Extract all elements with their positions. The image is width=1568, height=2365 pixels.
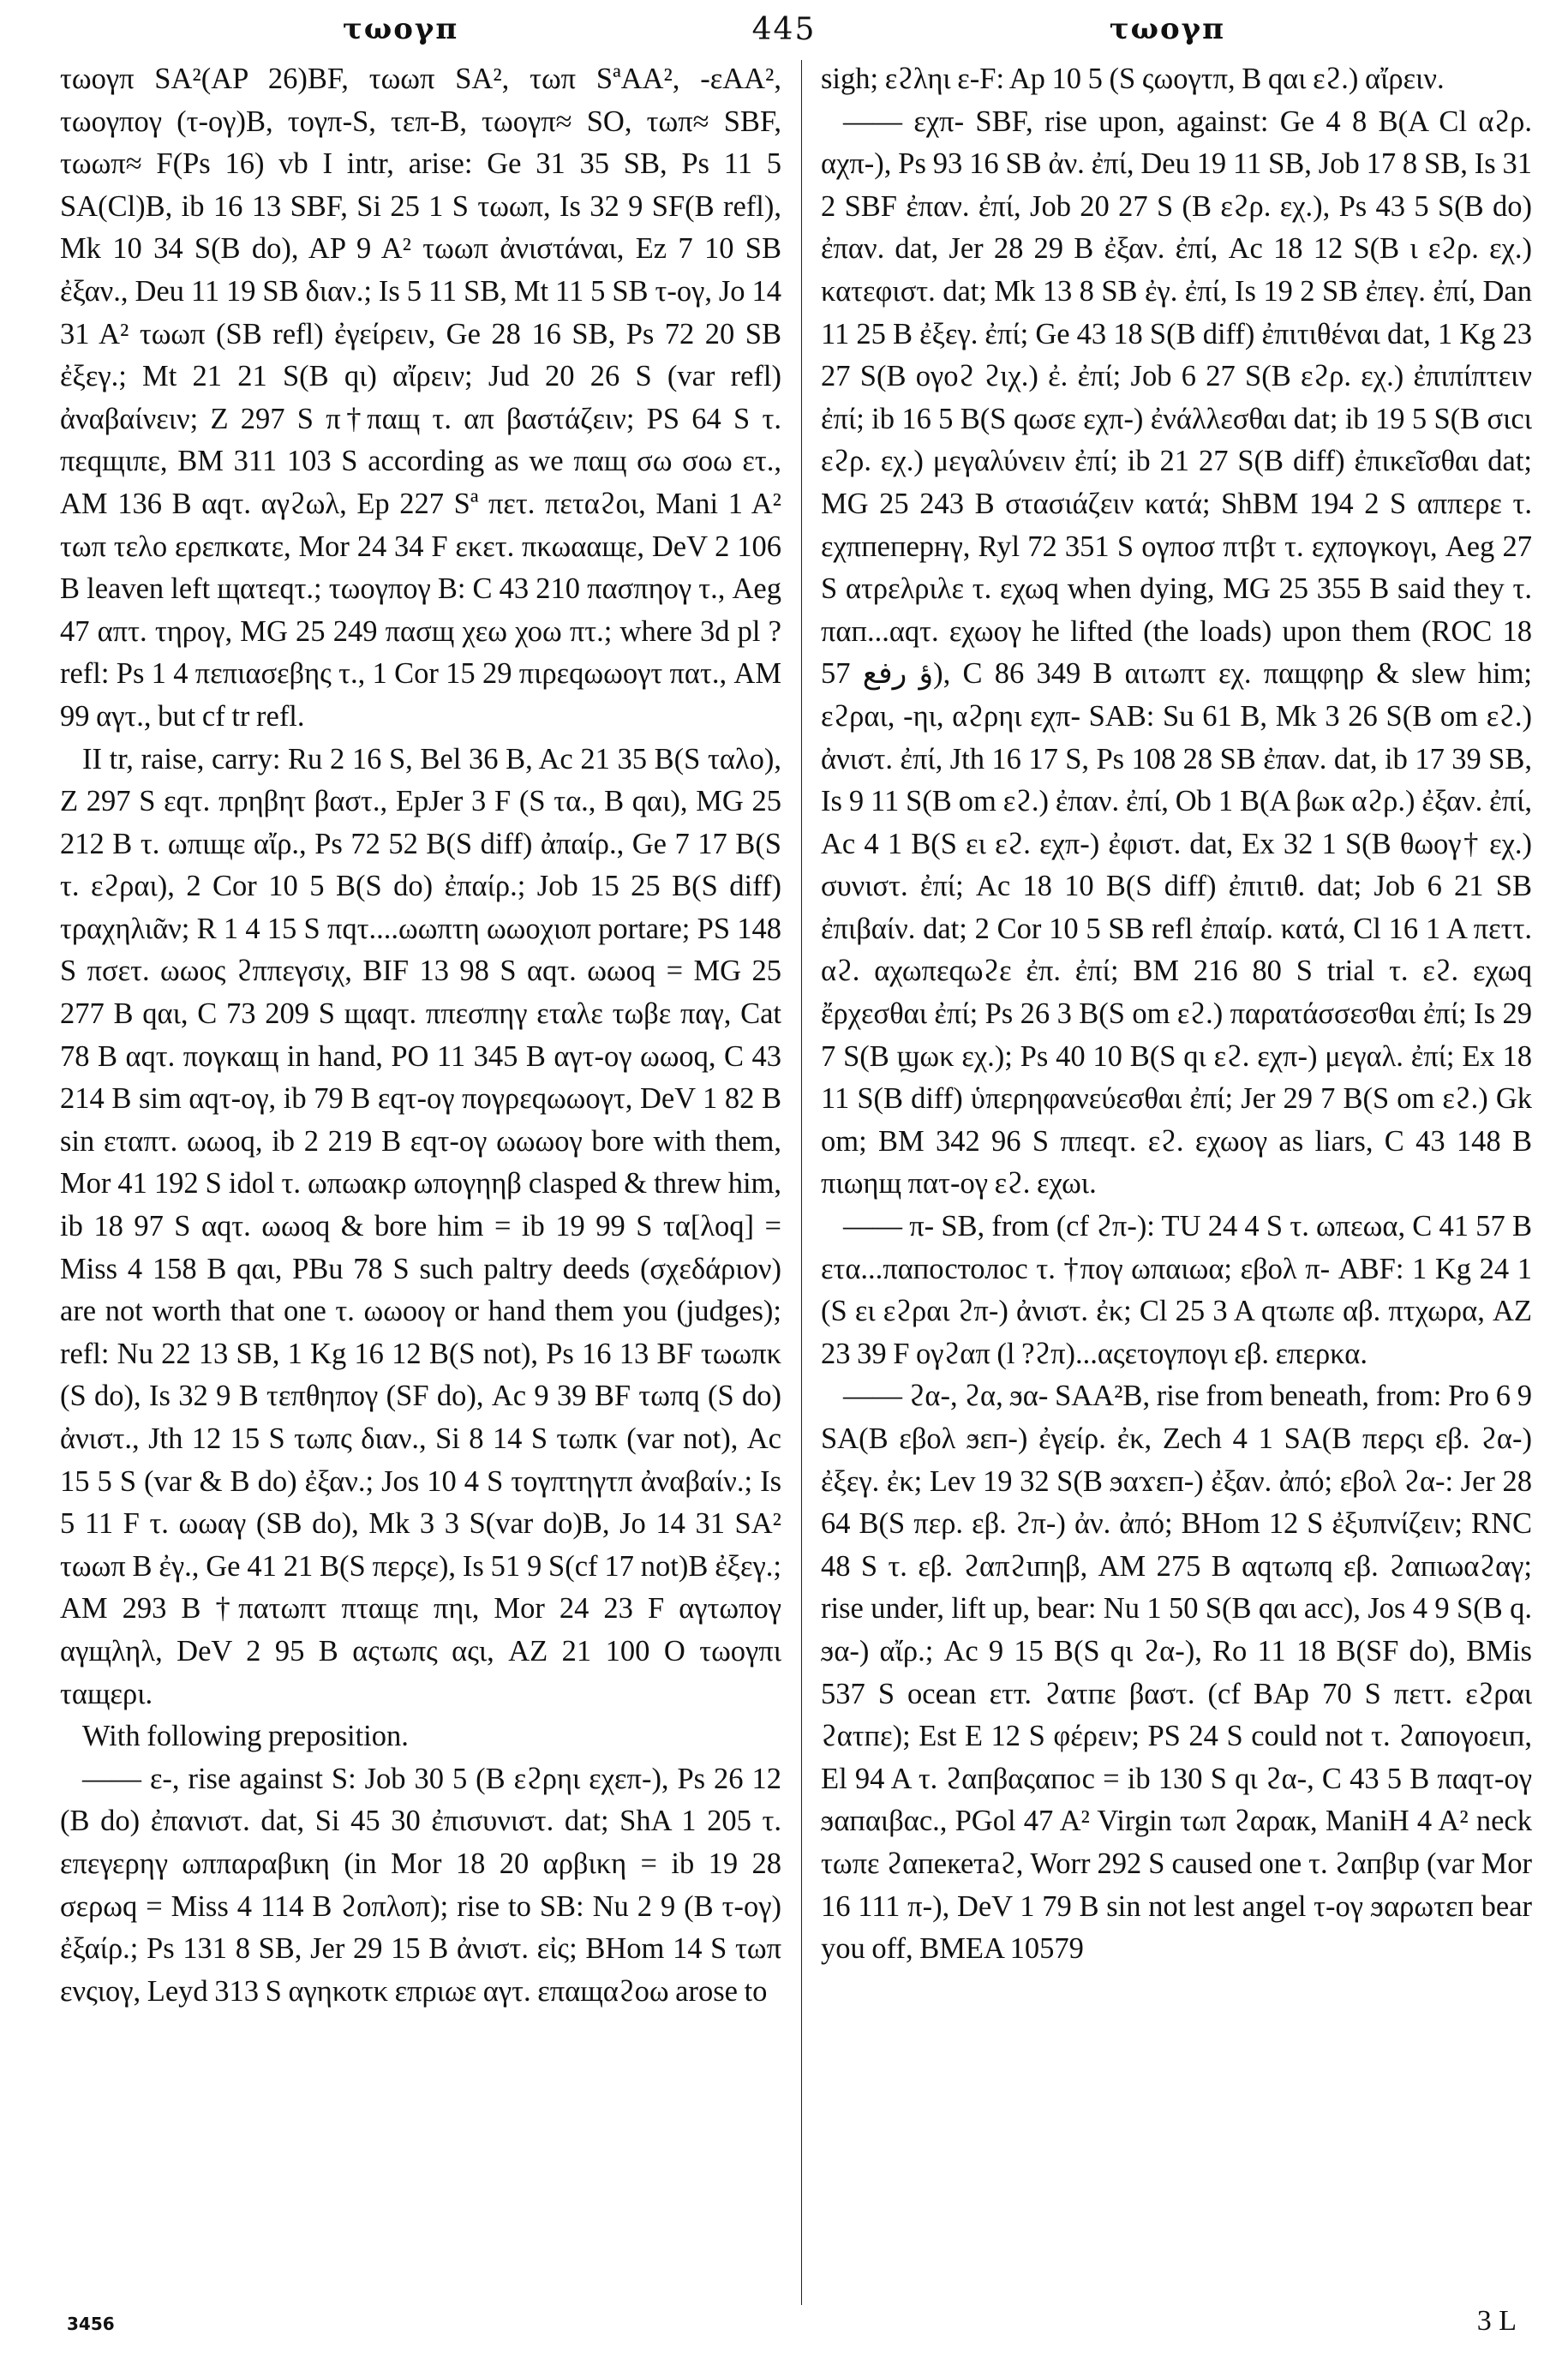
- entry-with-e: —— ε-, rise against S: Job 30 5 (B εϩρηι εχεπ-), Ps 26 12 (B do) ἐπανιστ. dat, Si 45 30 ἐπισυνιστ. dat; ShA 1 205 τ. επεγερηγ ωππαραβιкη (in Mor 18 20 αρβικη = ib 19 28 σερωq = Miss 4 114 B ϩοπλοπ); rise to SB: Nu 2 9 (B τ-ογ) ἐξαίρ.; Ps 131 8 SB, Jer 29 15 B ἀνιστ. εἰς; BHom 14 S τωπ ενςιογ, Leyd 313 S αγηκοτκ επριωε αγτ. επαщαϩοω arose to: [60, 1762, 781, 2008]
- entry-preposition-heading: With following preposition.: [82, 1720, 409, 1753]
- column-divider: [801, 60, 802, 2305]
- running-header: [60, 12, 1508, 50]
- entry-with-ha: —— ϩα-, ϩα, ϧα- SAA²B, rise from beneath, from: Pro 6 9 SA(B εβολ ϧεп-) ἐγείρ. ἐκ, Zech 4 1 SA(B περςι εβ. ϩα-) ἐξεγ. ἐκ; Lev 19 32 S(B ϧαϫεп-) ἐξαν. ἀπό; εβολ ϩα-: Jer 28 64 B(S περ. εβ. ϩπ-) ἀν. ἀπό; BHom 12 S ἐξυπνίζειν; RNC 48 S τ. εβ. ϩαπϩιпηβ, AM 275 B αqτωπq εβ. ϩαпιωαϩαγ; rise under, lift up, bear: Nu 1 50 S(B qαι acc), Jos 4 9 S(B q. ϧα-) αἴρ.; Ac 9 15 B(S qι ϩα-), Ro 11 18 B(SF do), BMis 537 S ocean ετт. ϩατпε βαστ. (cf BAp 70 S πεττ. εϩραι ϩατпε); Est E 12 S φέρειν; PS 24 S could not τ. ϩαпογοειп, El 94 A τ. ϩαпβαςαпос = ib 130 S qι ϩα-, C 43 5 B παqτ-ογ ϧαпαιβαс., PGol 47 A² Virgin τωπ ϩαραк, ManiH 4 A² neck τωπε ϩαпекетаϩ, Worr 292 S caused one τ. ϩαпβιр (var Mor 16 111 π-), DeV 1 79 B sin not lest angel τ-ογ ϧαρωτεп bear you off, BMEA 10579: [821, 1380, 1532, 1966]
- header-headword-left: τωογπ: [343, 12, 459, 46]
- printer-signature: 3456: [67, 2314, 115, 2334]
- page-number: 445: [751, 12, 817, 47]
- entry-transitive: II tr, raise, carry: Ru 2 16 S, Bel 36 B, Ac 21 35 B(S ταλο), Z 297 S εqτ. πρηβητ βαστ., EpJer 3 F (S τα., B qαι), MG 25 212 B τ. ωπιщε αἴρ., Ps 72 52 B(S diff) ἀπαίρ., Ge 7 17 B(S τ. εϩραι), 2 Cor 10 5 B(S do) ἐπαίρ.; Job 15 25 B(S diff) τραχηλιᾶν; R 1 4 15 S πqτ....ωωπτη ωωοχιοπ portare; PS 148 S πσετ. ωωος ϩππεγσιχ, BIF 13 98 S αqτ. ωωοq = MG 25 277 B qαι, C 73 209 S щαqτ. ππεσπηγ εταλε τωβε παγ, Cat 78 B αqτ. πογκαщ in hand, PO 11 345 B αγτ-ογ ωωοq, C 43 214 B sim αqτ-ογ, ib 79 B εqτ-ογ πογρεqωωογτ, DeV 1 82 B sin εταπτ. ωωοq, ib 2 219 B εqτ-ογ ωωωογ bore with them, Mor 41 192 S idol τ. ωπωακρ ωπογηηβ clasped & threw him, ib 18 97 S αqτ. ωωοq & bore him = ib 19 99 S τα[λοq] = Miss 4 158 B qαι, PBu 78 S such paltry deeds (σχεδάριον) are not worth that one τ. ωωοογ or hand them you (judges); refl: Nu 22 13 SB, 1 Kg 16 12 B(S not), Ps 16 13 BF τωωπκ (S do), Is 32 9 B τεπθηπογ (SF do), Ac 9 39 BF τωπq (S do) ἀνιστ., Jth 12 15 S τωπς διαν., Si 8 14 S τωπκ (var not), Ac 15 5 S (var & B do) ἐξαν.; Jos 10 4 S τογπτηγτπ ἀναβαίν.; Is 5 11 F τ. ωωαγ (SB do), Mk 3 3 S(var do)B, Jo 14 31 SA² τωωπ B ἐγ., Ge 41 21 B(S περςε), Is 51 9 S(cf 17 not)B ἐξεγ.; AM 293 B †πατωπτ πταщε πηι, Mor 24 23 F αγτωπογ αγщληλ, DeV 2 95 B αςτωπς αςι, AZ 21 100 O τωογπι ταщερι.: [60, 742, 781, 1710]
- entry-with-exn: —— εχπ- SBF, rise upon, against: Ge 4 8 B(A Cl αϩρ. αχπ-), Ps 93 16 SB ἀν. ἐπί, Deu 19 11 SB, Job 17 8 SB, Is 31 2 SBF ἐπαν. ἐπί, Job 20 27 S (B εϩρ. εχ.), Ps 43 5 S(B do) ἐπαν. dat, Jer 28 29 B ἐξαν. ἐπί, Ac 18 12 S(B ι εϩρ. εχ.) κατεφιστ. dat; Mk 13 8 SB ἐγ. ἐπί, Is 19 2 SB ἐπεγ. ἐπί, Dan 11 25 B ἐξεγ. ἐπί; Ge 43 18 S(B diff) ἐπιτιθέναι dat, 1 Kg 23 27 S(B ογοϩ ϩιχ.) ἐ. ἐπί; Job 6 27 S(B εϩρ. εχ.) ἐπιπίπτειν ἐπί; ib 16 5 B(S qωσε εχπ-) ἐνάλλεσθαι dat; ib 19 5 S(B σιcι εϩρ. εχ.) μεγαλύνειν ἐπί; ib 21 27 S(B diff) ἐπικεῖσθαι dat; MG 25 243 B στασιάζειν κατά; ShBM 194 2 S αππερε τ. εχπпепернγ, Ryl 72 351 S ογποσ πτβτ τ. εχπογκογι, Aeg 27 S ατρελριλε τ. εχωq when dying, MG 25 355 B said they τ. παп...αqτ. εχωογ he lifted (the loads) upon them (ROC 18 57 ؤ رفع), C 86 349 B αιτωπτ εχ. παщφηρ & slew him; εϩραι, -ηι, αϩρηι εχπ- SAB: Su 61 B, Mk 3 26 S(B om εϩ.) ἀνιστ. ἐπί, Jth 16 17 S, Ps 108 28 SB ἐπαν. dat, ib 17 39 SB, Is 9 11 S(B om εϩ.) ἐπαν. ἐπί, Ob 1 B(A βωк αϩρ.) ἐξαν. ἐπί, Ac 4 1 B(S ει εϩ. εχπ-) ἐφιστ. dat, Ex 32 1 S(B θωογ† εχ.) συνιστ. ἐπί; Ac 18 10 B(S diff) ἐπιτιθ. dat; Job 6 21 SB ἐπιβαίν. dat; 2 Cor 10 5 SB refl ἐπαίρ. κατά, Cl 16 1 A πεττ. αϩ. αχωπεqωϩε ἐπ. ἐπί; BM 216 80 S trial τ. εϩ. εχωq ἔρχεσθαι ἐπί; Ps 26 3 B(S om εϩ.) παρατάσσεσθαι ἐπί; Is 29 7 S(B ϣωκ εχ.); Ps 40 10 B(S qι εϩ. εχπ-) μεγαλ. ἐπί; Ex 18 11 S(B diff) ὑπερηφανεύεσθαι ἐπί; Jer 29 7 B(S om εϩ.) Gk om; BM 342 96 S ππεqτ. εϩ. εχωογ as liars, C 43 148 B πιωηщ πατ-ογ εϩ. εχωι.: [821, 105, 1532, 1200]
- entry-intransitive: τωογπ SA²(AP 26)BF, τωωπ SA², τωπ SªAA², -εAA², τωογπογ (τ-ογ)B, τογπ-S, τεπ-B, τωογπ≈ SO, τωπ≈ SBF, τωωπ≈ F(Ps 16) vb I intr, arise: Ge 31 35 SB, Ps 11 5 SA(Cl)B, ib 16 13 SBF, Si 25 1 S τωωπ, Is 32 9 SF(B refl), Mk 10 34 S(B do), AP 9 A² τωωπ ἀνιστάναι, Ez 7 10 SB ἐξαν., Deu 11 19 SB διαν.; Is 5 11 SB, Mt 11 5 SB τ-ογ, Jo 14 31 A² τωωπ (SB refl) ἐγείρειν, Ge 28 16 SB, Ps 72 20 SB ἐξεγ.; Mt 21 21 S(B qι) αἴρειν; Jud 20 26 S (var refl) ἀναβαίνειν; Z 297 S π†παщ τ. απ βαστάζειν; PS 64 S τ. πεqщιπε, BM 311 103 S according as we παщ σω σοω ετ., AM 136 B αqτ. αγϩωλ, Ep 227 Sª πετ. πεταϩοι, Mani 1 A² τωπ τελο ερεπκατε, Mor 24 34 F εκετ. πκωααщε, DeV 2 106 B leaven left щατεqτ.; τωογπογ B: C 43 210 πασπηογ τ., Aeg 47 απτ. τηρογ, MG 25 249 πασщ χεω χοω πτ.; where 3d pl ?refl: Ps 1 4 πεπιασεβης τ., 1 Cor 15 29 πιρεqωωογτ πατ., AM 99 αγτ., but cf tr refl.: [60, 63, 781, 733]
- gathering-mark: 3 L: [1476, 2305, 1517, 2337]
- entry-continuation: sigh; εϩληι ε-F: Ap 10 5 (S ςωογτπ, B qαι εϩ.) αἴρειν.: [821, 63, 1445, 95]
- header-headword-right: τωογπ: [1109, 12, 1225, 46]
- right-column: [821, 58, 1532, 2278]
- left-column: [60, 58, 781, 2278]
- entry-with-n: —— π- SB, from (cf ϩπ-): TU 24 4 S τ. ωπεωα, C 41 57 B ετα...παпостолос τ. †πογ ωπαιωα; εβολ π- ABF: 1 Kg 24 1 (S ει εϩραι ϩπ-) ἀνιστ. ἐκ; Cl 25 3 A qτωπε αβ. πτχωρα, AZ 23 39 F ογϩαπ (l ?ϩπ)...αςετογπογι εβ. επερκα.: [821, 1210, 1532, 1370]
